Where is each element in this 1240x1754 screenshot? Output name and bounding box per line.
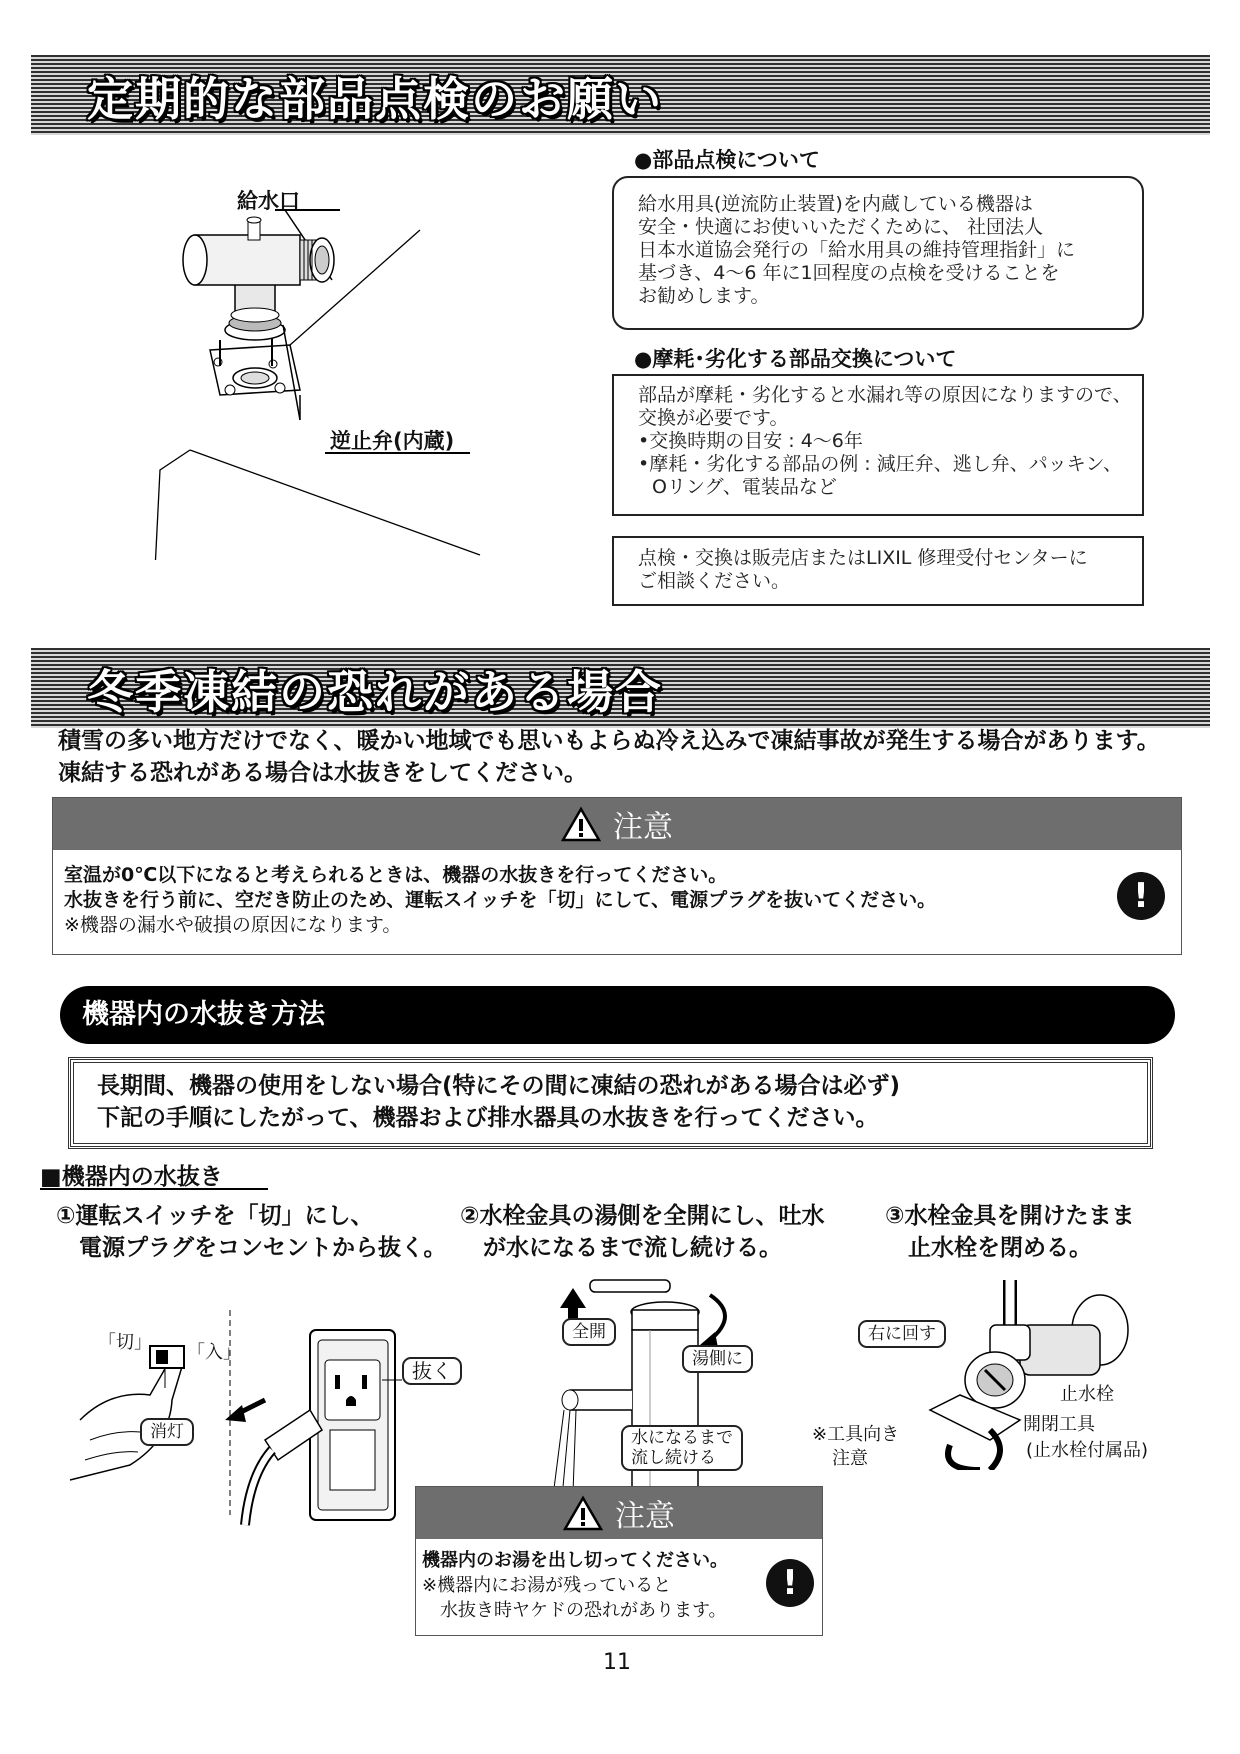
replacement-heading: ●摩耗･劣化する部品交換について [634,347,957,371]
step-2 [460,1200,824,1264]
replacement-line: •摩耗・劣化する部品の例 : 減圧弁、逃し弁、パッキン、 [638,453,1122,475]
stop-valve-label: 止水栓 [1060,1384,1114,1405]
check-valve-diagram [150,180,550,560]
contact-line: 点検・交換は販売店またはLIXIL 修理受付センターに [638,547,1088,569]
caution-line: 室温が0℃以下になると考えられるときは、機器の水抜きを行ってください。 [64,864,728,886]
intro-line: 凍結する恐れがある場合は水抜きをしてください。 [58,760,587,786]
inspection-box [612,176,1144,330]
section2-title: 冬季凍結の恐れがある場合 [87,665,663,719]
check-valve-underline [325,452,470,454]
inspection-heading: ●部品点検について [634,148,820,172]
switch-on-label: 「入」 [187,1342,241,1363]
full-open-label: 全開 [562,1318,616,1346]
step-1-line: ①運転スイッチを「切」にし、 [56,1203,374,1229]
sub-heading: ■機器内の水抜き [40,1164,223,1190]
page-number: 11 [603,1650,631,1675]
light-off-label: 消灯 [140,1418,194,1446]
notice-line: 下記の手順にしたがって、機器および排水器具の水抜きを行ってください。 [97,1105,879,1131]
winter-intro [58,725,1160,789]
drain-method-title: 機器内の水抜き方法 [60,986,1175,1044]
caution-title: 注意 [615,1499,675,1534]
step-3-line: 止水栓を閉める。 [885,1235,1092,1261]
inspection-line: 日本水道協会発行の「給水用具の維持管理指針」に [638,239,1076,261]
sub-heading-underline [40,1188,268,1190]
caution-box-2 [415,1486,823,1636]
caution-line: ※機器内にお湯が残っていると [422,1575,672,1596]
inspection-line: お勧めします。 [638,285,770,307]
tool-direction-line: ※工具向き [812,1424,900,1445]
inspection-line: 基づき、4〜6 年に1回程度の点検を受けることを [638,262,1060,284]
section2-banner [31,648,1210,728]
long-term-notice [68,1057,1153,1149]
step-3-line: ③水栓金具を開けたまま [885,1203,1135,1229]
caution-line: 水抜きを行う前に、空だき防止のため、運転スイッチを「切」にして、電源プラグを抜いてください。 [64,889,937,911]
contact-box [612,536,1144,606]
notice-line: 長期間、機器の使用をしない場合(特にその間に凍結の恐れがある場合は必ず) [97,1073,901,1099]
replacement-line: 交換が必要です。 [638,407,789,429]
warning-triangle-icon [561,806,601,842]
exclamation-icon: ! [1117,872,1165,920]
replacement-line: 部品が摩耗・劣化すると水漏れ等の原因になりますので、 [638,384,1132,406]
replacement-line: Oリング、電装品など [652,476,837,498]
replacement-box [612,374,1144,516]
inspection-line: 給水用具(逆流防止装置)を内蔵している機器は [638,193,1033,215]
tool-label: 開閉工具 [1023,1414,1095,1435]
replacement-line: •交換時期の目安 : 4〜6年 [638,430,863,452]
caution-box-1 [52,797,1182,955]
tool-note-label: (止水栓付属品) [1026,1440,1149,1461]
caution-line: 機器内のお湯を出し切ってください。 [422,1550,728,1571]
intro-line: 積雪の多い地方だけでなく、暖かい地域でも思いもよらぬ冷え込みで凍結事故が発生する場合があります。 [58,728,1160,754]
keep-flowing-line: 流し続ける [631,1448,716,1468]
section1-title: 定期的な部品点検のお願い [87,72,663,126]
tool-direction-note [812,1423,899,1471]
caution-header [416,1487,822,1539]
section1-banner [31,55,1210,135]
step-2-line: が水になるまで流し続ける。 [460,1235,782,1261]
inspection-line: 安全・快適にお使いいただくために、 社団法人 [638,216,1044,238]
step-1 [56,1200,447,1264]
unplug-label: 抜く [402,1357,462,1385]
hot-side-label: 湯側に [682,1345,753,1373]
warning-triangle-icon [563,1495,603,1531]
step-1-line: 電源プラグをコンセントから抜く。 [56,1235,447,1261]
turn-right-label: 右に回す [858,1320,946,1348]
caution-body [53,850,1181,938]
caution-note: ※機器の漏水や破損の原因になります。 [64,914,402,936]
step-3 [885,1200,1134,1264]
check-valve-label: 逆止弁(内蔵) [330,429,455,453]
switch-off-label: 「切」 [98,1332,152,1353]
caution-body [416,1539,822,1623]
keep-flowing-label [621,1425,743,1471]
tool-direction-line: 注意 [832,1448,868,1469]
contact-line: ご相談ください。 [638,570,791,592]
exclamation-icon: ! [766,1559,814,1607]
caution-line: 水抜き時ヤケドの恐れがあります。 [422,1600,727,1621]
inlet-label: 給水口 [237,189,300,213]
step-2-line: ②水栓金具の湯側を全開にし、吐水 [460,1203,825,1229]
caution-title: 注意 [613,810,673,845]
keep-flowing-line: 水になるまで [631,1428,733,1448]
caution-header [53,798,1181,850]
